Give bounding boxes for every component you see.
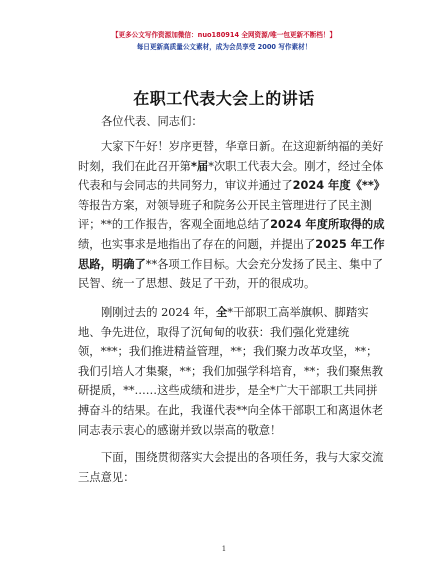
p2-line-5 <box>78 381 378 401</box>
p2-line-1-text-a: 刚刚过去的 2024 年， <box>101 306 217 319</box>
p1-line-4 <box>78 196 372 216</box>
salutation-text: 各位代表、同志们： <box>101 115 203 128</box>
p1-line-8 <box>78 274 372 294</box>
p1-line-2-text-a: 时刻，我们在此召开第 <box>78 159 191 173</box>
p2-line-6-text: 搏奋斗的结果。在此，我谨代表**向全体干部职工和离退休老 <box>78 403 384 417</box>
p2-line-1-text-b: *干部职工高举旗帜、脚踏实 <box>227 306 369 319</box>
p1-line-5-bold: 2024 年度所取得的成 <box>270 218 385 232</box>
page-number: 1 <box>221 545 227 553</box>
p3-line-2-text: 三点意见： <box>78 470 135 484</box>
p2-line-2-text: 地、争先进位，取得了沉甸甸的收获：我们强化党建统 <box>78 325 350 339</box>
p2-line-4 <box>78 362 384 382</box>
p1-line-6-text: 绩，也实事求是地指出了存在的问题，并提出了 <box>78 237 316 251</box>
promo-banner-line-1: 【更多公文写作资源加微信：nuo180914 全网资源/唯一包更新不断档！】 <box>111 31 337 39</box>
p2-line-3 <box>78 342 378 362</box>
p1-line-3-bold: 2024 年度《**》 <box>292 179 386 193</box>
p1-line-7-bold: 思路，明确了 <box>78 257 146 271</box>
promo-banner-line-2: 每日更新高质量公文素材，成为会员享受 2000 写作素材！ <box>136 43 312 51</box>
p1-line-2 <box>78 157 384 177</box>
p2-line-7 <box>78 421 372 441</box>
p1-line-1-text: 大家下午好！岁序更替，华章日新。在这迎新纳福的美好 <box>101 140 384 153</box>
p2-line-2 <box>78 323 372 343</box>
p1-line-6 <box>78 235 385 255</box>
p1-line-3-text: 代表和与会同志的共同努力，审议并通过了 <box>78 179 293 193</box>
document-title: 在职工代表大会上的讲话 <box>133 89 315 108</box>
p1-line-7-text: **各项工作目标。大会充分发扬了民主、集中了 <box>145 257 384 271</box>
p2-line-1-bold: 全 <box>216 306 228 319</box>
p2-line-1 <box>78 303 372 323</box>
p1-line-3 <box>78 176 386 196</box>
p1-line-5 <box>78 215 385 235</box>
p2-line-4-text: 我们引培人才集聚，**；我们加强学科培育，**；我们聚焦教 <box>78 364 384 378</box>
p2-line-7-text: 同志表示衷心的感谢并致以崇高的敬意！ <box>78 423 282 437</box>
p1-line-8-text: 民智、统一了思想、鼓足了干劲，开的很成功。 <box>78 277 316 291</box>
p1-line-6-bold: 2025 年工作 <box>315 237 385 251</box>
p1-line-1 <box>78 137 384 157</box>
paragraph-1 <box>78 137 386 294</box>
p2-line-3-text: 领，***；我们推进精益管理，**；我们聚力改革攻坚，**； <box>78 345 378 359</box>
p1-line-5-text: 评；**的工作报告，客观全面地总结了 <box>78 218 271 232</box>
salutation <box>78 112 372 132</box>
p3-line-2 <box>78 468 372 488</box>
p1-line-2-bold: *届 <box>190 159 209 173</box>
p2-line-6 <box>78 401 384 421</box>
p3-line-1 <box>78 448 384 468</box>
p2-line-5-text: 研提质，**……这些成绩和进步，是全*广大干部职工共同拼 <box>78 384 378 398</box>
p3-line-1-text: 下面，围绕贯彻落实大会提出的各项任务，我与大家交流 <box>101 451 384 464</box>
paragraph-2 <box>78 303 384 440</box>
p1-line-4-text: 等报告方案，对领导班子和院务公开民主管理进行了民主测 <box>78 198 372 212</box>
paragraph-3 <box>78 448 384 487</box>
p1-line-7 <box>78 255 384 275</box>
p1-line-2-text-b: *次职工代表大会。刚才，经过全体 <box>208 159 384 173</box>
